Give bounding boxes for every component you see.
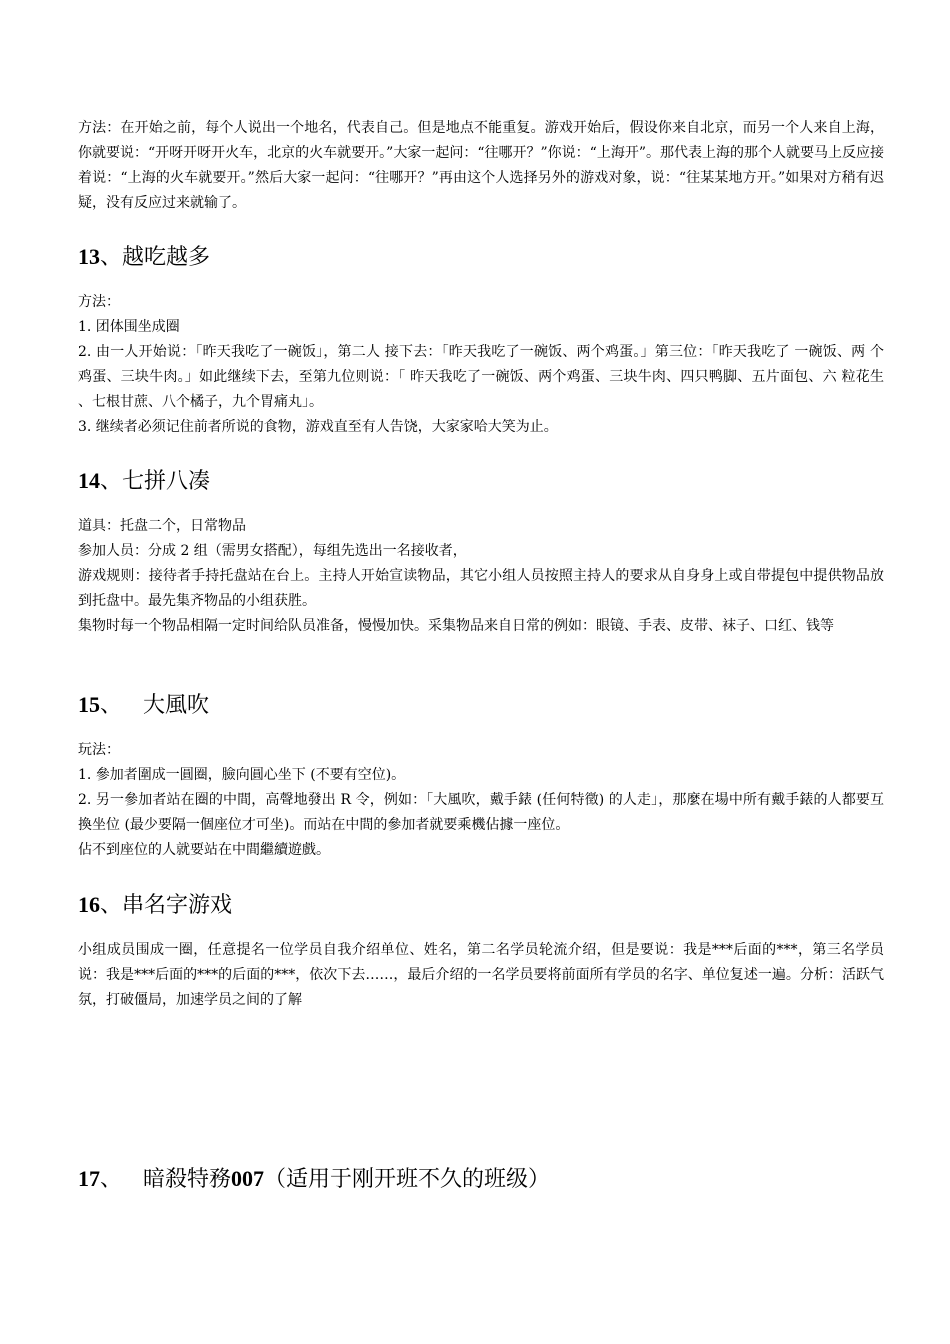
section-16-body xyxy=(78,938,884,1013)
section-13 xyxy=(78,242,884,273)
intro-text: 方法：在开始之前，每个人说出一个地名，代表自己。但是地点不能重复。游戏开始后，假设你来自北京，而另一个人来自上海，你就要说：“开呀开呀开火车，北京的火车就要开。”大家一起问：“往哪开？”你说：“上海开”。那代表上海的那个人就要马上反应接着说：“上海的火车就要开。”然后大家一起问：“往哪开？”再由这个人选择另外的游戏对象，说：“往某某地方开。”如果对方稍有迟疑，没有反应过来就输了。 xyxy=(78,120,884,211)
section-line: 方法： xyxy=(78,294,120,310)
section-line: 1. 团体围坐成圈 xyxy=(78,319,180,335)
section-line: 2. 由一人开始说：「昨天我吃了一碗饭」，第二人 接下去：「昨天我吃了一碗饭、两个鸡蛋。」第三位：「昨天我吃了 一碗饭、两 个鸡蛋、三块牛肉。」如此继续下去，至第九位则说：「 昨天我吃了一碗饭、两个鸡蛋、三块牛肉、四只鸭脚、五片面包、六 粒花生 、七根甘蔗、八个橘子，九个胃痛丸」。 xyxy=(78,344,884,410)
section-line: 小组成员围成一圈，任意提名一位学员自我介绍单位、姓名，第二名学员轮流介绍，但是要说：我是***后面的***，第三名学员说：我是***后面的***的后面的***，依次下去……，最后介绍的一名学员要将前面所有学员的名字、单位复述一遍。分析：活跃气氛，打破僵局，加速学员之间的了解 xyxy=(78,942,884,1008)
section-line: 游戏规则：接待者手持托盘站在台上。主持人开始宣读物品，其它小组人员按照主持人的要求从自身身上或自带提包中提供物品放到托盘中。最先集齐物品的小组获胜。 xyxy=(78,568,884,609)
section-heading: 13、越吃越多 xyxy=(78,244,211,270)
section-13-body xyxy=(78,290,884,440)
section-line: 参加人员：分成 2 组（需男女搭配），每组先选出一名接收者， xyxy=(78,543,467,559)
section-heading: 17、 暗殺特務007（适用于刚开班不久的班级） xyxy=(78,1166,551,1192)
section-16 xyxy=(78,890,884,921)
section-line: 1. 參加者圍成一圓圈，臉向圓心坐下 (不要有空位)。 xyxy=(78,767,406,783)
section-line: 道具：托盘二个，日常物品 xyxy=(78,518,246,534)
section-heading: 14、七拼八凑 xyxy=(78,468,211,494)
section-line: 玩法： xyxy=(78,742,120,758)
section-14-body xyxy=(78,514,884,639)
section-14 xyxy=(78,466,884,497)
section-line: 2. 另一參加者站在圈的中間，高聲地發出 R 令，例如：「大風吹，戴手錶 (任何特徵) 的人走」，那麼在場中所有戴手錶的人都要互換坐位 (最少要隔一個座位才可坐)。而站在中間的參加者就要乘機佔據一座位。 xyxy=(78,792,884,833)
section-line: 3. 继续者必须记住前者所说的食物，游戏直至有人告饶，大家家哈大笑为止。 xyxy=(78,419,558,435)
section-15-body xyxy=(78,738,884,863)
intro-paragraph xyxy=(78,116,884,216)
section-heading: 16、串名字游戏 xyxy=(78,892,233,918)
section-17 xyxy=(78,1164,884,1195)
section-heading: 15、 大風吹 xyxy=(78,692,210,718)
document-page xyxy=(78,0,884,1344)
section-15 xyxy=(78,690,884,721)
section-line: 佔不到座位的人就要站在中間繼續遊戲。 xyxy=(78,842,330,858)
section-line: 集物时每一个物品相隔一定时间给队员准备，慢慢加快。采集物品来自日常的例如：眼镜、手表、皮带、袜子、口红、钱等 xyxy=(78,618,834,634)
